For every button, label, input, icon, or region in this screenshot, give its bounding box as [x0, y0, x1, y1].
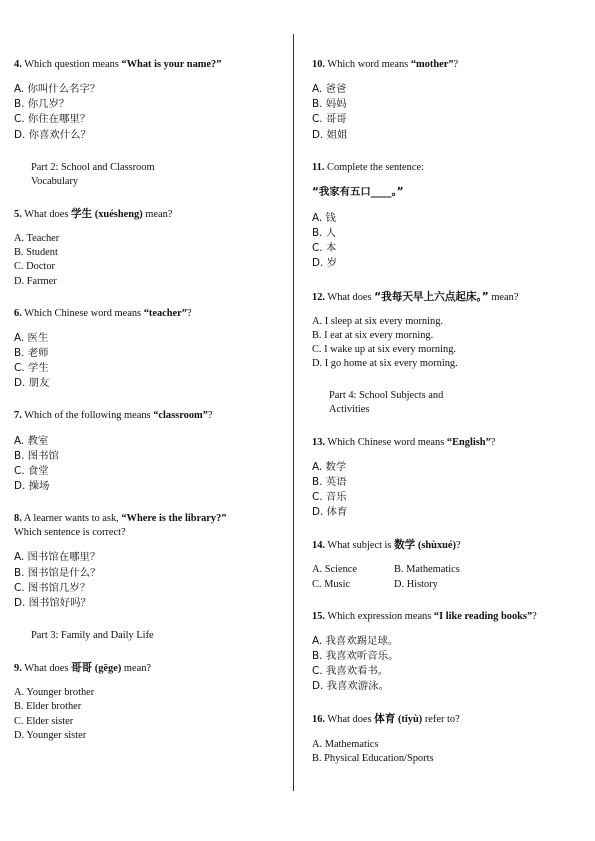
option-d[interactable]: D. 你喜欢什么？ — [14, 128, 91, 141]
option-c[interactable]: C. 音乐 — [312, 490, 347, 503]
question-7 — [14, 409, 286, 494]
options-grid — [312, 563, 584, 591]
option-a[interactable]: A. 你叫什么名字？ — [14, 83, 101, 96]
options-list — [312, 460, 584, 521]
section-heading-part-2: Part 2: School and Classroom Vocabulary — [31, 161, 155, 187]
question-6 — [14, 307, 286, 392]
question-stem: 7. Which of the following means “classroom”? — [14, 410, 213, 422]
option-c[interactable]: C. Elder sister — [14, 715, 74, 727]
option-b[interactable]: B. 你几岁？ — [14, 98, 70, 111]
options-list — [14, 550, 286, 611]
question-stem: 9. What does 哥哥 (gēge) mean? — [14, 662, 152, 675]
left-column — [14, 58, 286, 743]
option-c[interactable]: C. 本 — [312, 242, 337, 255]
option-b[interactable]: B. 妈妈 — [312, 98, 347, 111]
option-d[interactable]: D. 操场 — [14, 479, 50, 492]
question-stem: 13. Which Chinese word means “English”? — [312, 436, 496, 448]
section-heading-part-3: Part 3: Family and Daily Life — [31, 629, 154, 641]
option-c[interactable]: C. 学生 — [14, 362, 49, 375]
option-b[interactable]: B. I eat at six every morning. — [312, 329, 434, 341]
option-b[interactable]: B. 英语 — [312, 475, 347, 488]
option-a[interactable]: A. Teacher — [14, 233, 60, 245]
option-a[interactable]: A. 教室 — [14, 434, 49, 447]
question-4 — [14, 58, 286, 143]
option-d[interactable]: D. 体育 — [312, 506, 348, 519]
option-d[interactable]: D. Younger sister — [14, 729, 87, 741]
option-c[interactable]: C. 哥哥 — [312, 113, 347, 126]
option-d[interactable]: D. 图书馆好吗？ — [14, 596, 91, 609]
question-stem: 6. Which Chinese word means “teacher”? — [14, 307, 192, 319]
option-d[interactable]: D. 朋友 — [14, 377, 50, 390]
options-list — [312, 315, 584, 372]
option-b[interactable]: B. 老师 — [14, 346, 49, 359]
question-14 — [312, 538, 584, 591]
question-8 — [14, 512, 286, 611]
options-list — [312, 634, 584, 695]
question-stem: 12. What does “我每天早上六点起床。” mean? — [312, 290, 519, 303]
fill-in-sentence: “我家有五口____。” — [312, 185, 404, 198]
options-list — [14, 434, 286, 495]
option-a[interactable]: A. Science — [312, 564, 358, 576]
option-b[interactable]: B. 人 — [312, 227, 337, 240]
options-list — [312, 82, 584, 143]
question-stem: 5. What does 学生 (xuésheng) mean? — [14, 207, 173, 220]
question-10 — [312, 58, 584, 143]
option-b[interactable]: B. 图书馆是什么？ — [14, 566, 101, 579]
question-12 — [312, 290, 584, 372]
option-c[interactable]: C. 你住在哪里？ — [14, 113, 91, 126]
question-9 — [14, 661, 286, 743]
options-list — [14, 82, 286, 143]
options-list — [312, 211, 584, 272]
option-c[interactable]: C. 图书馆几岁？ — [14, 581, 91, 594]
option-d[interactable]: D. 我喜欢游泳。 — [312, 680, 389, 693]
option-c[interactable]: C. Music — [312, 578, 351, 590]
options-list — [14, 331, 286, 392]
option-a[interactable]: A. Younger brother — [14, 687, 95, 699]
option-d[interactable]: D. 姐姐 — [312, 128, 348, 141]
option-a[interactable]: A. 医生 — [14, 331, 49, 344]
option-c[interactable]: C. I wake up at six every morning. — [312, 343, 456, 355]
option-a[interactable]: A. 数学 — [312, 460, 347, 473]
option-d[interactable]: D. Farmer — [14, 275, 57, 287]
options-list — [14, 232, 286, 289]
option-c[interactable]: C. 我喜欢看书。 — [312, 665, 389, 678]
option-a[interactable]: A. Mathematics — [312, 738, 379, 750]
option-c[interactable]: C. 食堂 — [14, 464, 49, 477]
option-a[interactable]: A. I sleep at six every morning. — [312, 315, 444, 327]
option-d[interactable]: D. I go home at six every morning. — [312, 358, 458, 370]
question-stem: 16. What does 体育 (tǐyù) refer to? — [312, 713, 460, 726]
option-d[interactable]: D. 岁 — [312, 257, 337, 270]
question-stem: 15. Which expression means “I like reading books”? — [312, 610, 537, 622]
option-c[interactable]: C. Doctor — [14, 261, 55, 273]
option-b[interactable]: B. Physical Education/Sports — [312, 752, 434, 764]
option-d[interactable]: D. History — [394, 578, 438, 590]
question-16 — [312, 712, 584, 765]
option-b[interactable]: B. Mathematics — [394, 564, 460, 576]
question-11 — [312, 161, 584, 272]
question-stem: 11. Complete the sentence: — [312, 161, 424, 173]
option-b[interactable]: B. 图书馆 — [14, 449, 59, 462]
option-a[interactable]: A. 钱 — [312, 211, 336, 224]
question-stem: 8. A learner wants to ask, “Where is the library?” Which sentence is correct? — [14, 513, 227, 539]
options-list — [312, 738, 584, 766]
option-b[interactable]: B. 我喜欢听音乐。 — [312, 649, 399, 662]
option-b[interactable]: B. Elder brother — [14, 701, 82, 713]
section-heading-part-4: Part 4: School Subjects and Activities — [329, 390, 444, 416]
question-5 — [14, 207, 286, 289]
right-column — [312, 58, 584, 766]
option-a[interactable]: A. 我喜欢踢足球。 — [312, 634, 399, 647]
option-a[interactable]: A. 爸爸 — [312, 83, 347, 96]
question-13 — [312, 436, 584, 521]
question-15 — [312, 610, 584, 695]
question-stem: 14. What subject is 数学 (shùxué)? — [312, 539, 461, 552]
column-divider — [293, 34, 294, 791]
question-stem: 4. Which question means “What is your name?” — [14, 59, 222, 70]
option-b[interactable]: B. Student — [14, 247, 58, 259]
question-stem: 10. Which word means “mother”? — [312, 59, 459, 70]
options-list — [14, 686, 286, 743]
option-a[interactable]: A. 图书馆在哪里？ — [14, 551, 101, 564]
